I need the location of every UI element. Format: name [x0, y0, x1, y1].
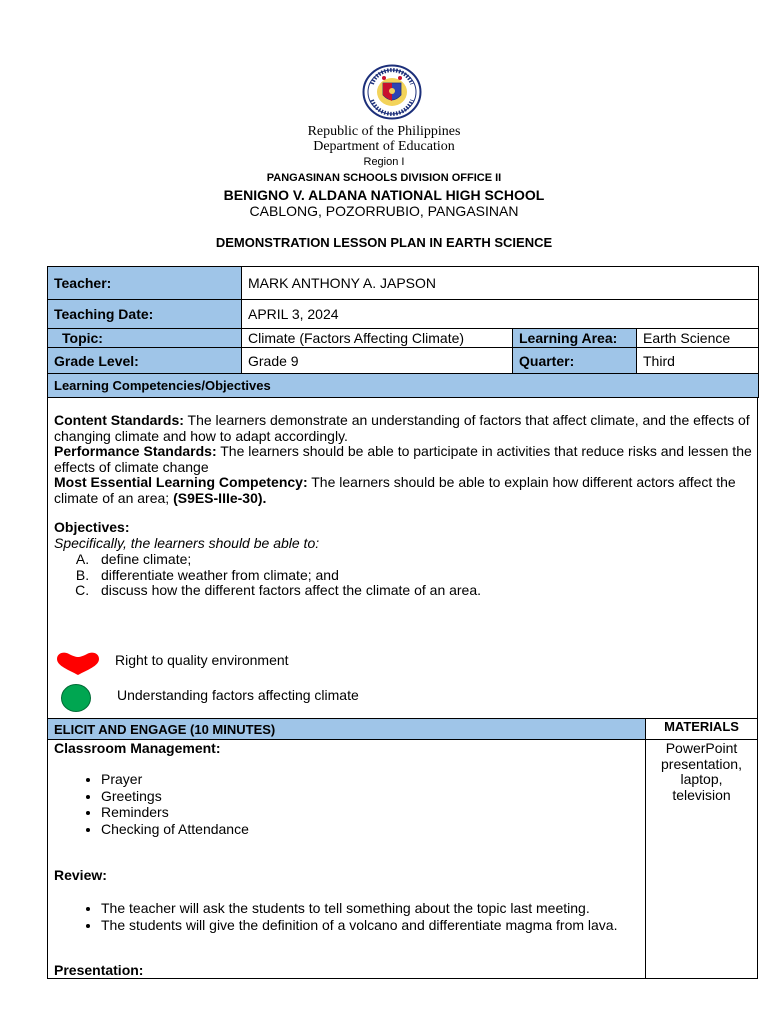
objective-item: A. define climate;	[93, 552, 768, 568]
classroom-item: • Prayer	[101, 771, 681, 788]
topic-row	[48, 329, 759, 348]
heart-legend-label: Right to quality environment	[115, 652, 289, 668]
elicit-header-cell	[47, 718, 646, 740]
content-standards	[54, 413, 752, 444]
grade-level-value: Grade 9	[242, 348, 513, 374]
competencies-header: Learning Competencies/Objectives	[48, 374, 759, 398]
performance-standards-label: Performance Standards:	[54, 443, 217, 459]
competencies-header-row	[48, 374, 759, 398]
teacher-label: Teacher:	[48, 267, 242, 300]
quarter-label: Quarter:	[513, 348, 637, 374]
grade-row	[48, 348, 759, 374]
heart-icon	[55, 651, 101, 677]
document-title: DEMONSTRATION LESSON PLAN IN EARTH SCIENCE	[215, 235, 553, 250]
school-name: BENIGNO V. ALDANA NATIONAL HIGH SCHOOL	[223, 187, 545, 203]
republic-line: Republic of the Philippines	[307, 124, 461, 139]
objectives-list	[48, 552, 768, 599]
review-heading: Review:	[54, 867, 107, 883]
date-value: APRIL 3, 2024	[242, 300, 759, 329]
region-line: Region I	[363, 156, 405, 168]
learning-area-value: Earth Science	[637, 329, 759, 348]
presentation-heading: Presentation:	[54, 962, 144, 978]
content-standards-text: The learners demonstrate an understanding of factors that affect climate, and the effects of changing climate and how to adapt accordingly.	[54, 412, 750, 444]
deped-seal-icon	[362, 64, 422, 120]
objective-item: B. differentiate weather from climate; and	[93, 568, 768, 584]
materials-line: presentation,	[661, 755, 742, 772]
teacher-value: MARK ANTHONY A. JAPSON	[242, 267, 759, 300]
topic-value: Climate (Factors Affecting Climate)	[242, 329, 513, 348]
materials-header-cell	[645, 718, 758, 740]
teacher-row	[48, 267, 759, 300]
grade-level-label: Grade Level:	[48, 348, 242, 374]
classroom-item: • Checking of Attendance	[101, 821, 681, 838]
competencies-box	[47, 397, 758, 719]
melc	[54, 475, 752, 506]
materials-body-cell	[645, 739, 758, 979]
objective-item: C. discuss how the different factors affect the climate of an area.	[93, 583, 768, 599]
materials-line: laptop,	[680, 771, 723, 787]
objectives-intro: Specifically, the learners should be able to:	[54, 535, 320, 551]
date-row	[48, 300, 759, 329]
objectives-heading: Objectives:	[54, 519, 130, 535]
quarter-value: Third	[637, 348, 759, 374]
topic-label: Topic:	[48, 329, 242, 348]
melc-label: Most Essential Learning Competency:	[54, 474, 308, 490]
melc-text: The learners should be able to explain how different actors affect the climate of an area;	[54, 474, 736, 506]
school-address: CABLONG, POZORRUBIO, PANGASINAN	[249, 203, 519, 219]
materials-list	[646, 741, 757, 803]
learning-area-label: Learning Area:	[513, 329, 637, 348]
materials-line: PowerPoint	[665, 740, 738, 756]
department-line: Department of Education	[313, 139, 455, 154]
classroom-item: • Reminders	[101, 804, 681, 821]
division-line: PANGASINAN SCHOOLS DIVISION OFFICE II	[266, 172, 502, 184]
circle-legend-label: Understanding factors affecting climate	[117, 687, 359, 703]
elicit-header: ELICIT AND ENGAGE (10 MINUTES)	[54, 722, 276, 737]
review-list	[55, 900, 681, 933]
materials-header: MATERIALS	[664, 719, 739, 734]
melc-code: (S9ES-IIIe-30).	[173, 489, 267, 506]
review-item: • The students will give the definition of a volcano and differentiate magma from lava.	[101, 917, 681, 934]
classroom-management-heading: Classroom Management:	[54, 740, 221, 756]
classroom-item: • Greetings	[101, 788, 681, 805]
green-circle-icon	[60, 683, 92, 713]
elicit-body-cell	[47, 739, 646, 979]
performance-standards-text: The learners should be able to participate in activities that reduce risks and lessen the effects of climate change	[54, 443, 752, 475]
review-item: • The teacher will ask the students to tell something about the topic last meeting.	[101, 900, 681, 917]
performance-standards	[54, 444, 752, 475]
content-standards-label: Content Standards:	[54, 412, 184, 428]
date-label: Teaching Date:	[48, 300, 242, 329]
lesson-info-table	[47, 266, 759, 398]
classroom-management-list	[55, 771, 681, 837]
materials-line: television	[672, 786, 731, 803]
